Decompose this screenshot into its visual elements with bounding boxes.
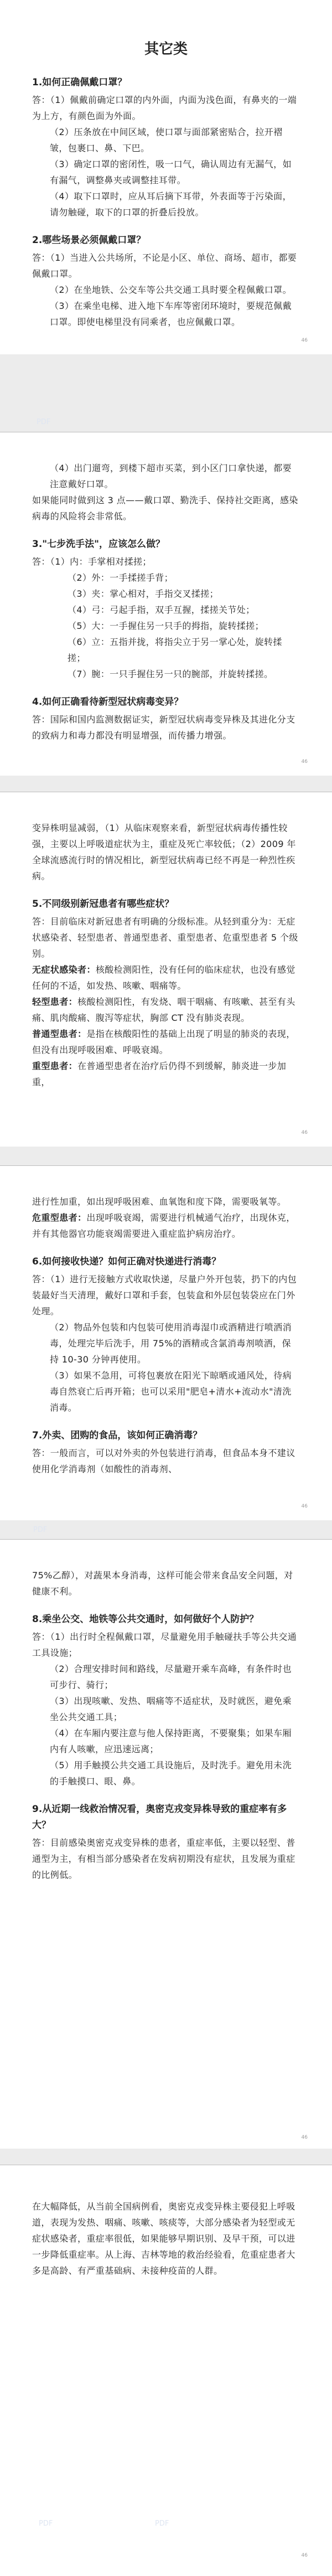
answer-3-step: （3）夹：掌心相对，手指交叉揉搓； (68, 588, 219, 599)
answer-8-para: （5）用手触摸公共交通工具设施后，及时洗手。避免用未洗的手触摸口、眼、鼻。 (50, 1760, 292, 1787)
answer-5-item (32, 1210, 300, 1242)
answer-6-para: 答：（1）进行无接触方式收取快递，尽量户外开包装，扔下的内包装最好当天清理，戴好口罩和手套，包装盒和外层包装袋应在门外处理。 (32, 1274, 297, 1317)
answer-8-para: （3）出现咳嗽、发热、咽痛等不适症状，及时就医，避免乘坐公共交通工具； (50, 1696, 292, 1722)
page-number: 46 (301, 1504, 308, 1509)
question-4: 4.如何正确看待新型冠状病毒变异？ (32, 696, 184, 708)
watermark: PDF (155, 2520, 169, 2528)
answer-7-para: 75%乙醇），对蔬果本身消毒，这样可能会带来食品安全问题，对健康不利。 (32, 1570, 293, 1597)
answer-5-item-text: 核酸检测阳性，没有任何的临床症状，也没有感觉任何的不适，如发热、咳嗽、咽痛等。 (32, 964, 295, 991)
question-6: 6.如何接收快递？如何正确对快递进行消毒？ (32, 1256, 221, 1267)
answer-1-para: （3）确定口罩的密闭性，吸一口气，确认周边有无漏气，如有漏气，调整鼻夹或调整挂耳带。 (50, 159, 292, 185)
question-1: 1.如何正确佩戴口罩？ (32, 77, 127, 88)
answer-5-item-text: 是指在核酸阳性的基础上出现了明显的肺炎的表现，但没有出现呼吸困难、呼吸衰竭。 (32, 1029, 295, 1055)
answer-6-para: （2）物品外包装和内包装可使用消毒湿巾或酒精进行喷洒消毒，处理完毕后洗手，用 75%的酒精或含氯消毒剂喷洒，保持 10-30 分钟再使用。 (50, 1322, 292, 1365)
page-number: 46 (301, 759, 308, 765)
page-title: 其它类 (144, 41, 188, 58)
page-2 (0, 432, 332, 776)
page-3 (0, 792, 332, 1147)
answer-5-item (32, 1026, 300, 1058)
answer-5-item-label: 普通型患者： (32, 1029, 87, 1039)
answer-9-para: 答：目前感染奥密克戎变异株的患者，重症率低，主要以轻型、普通型为主，有相当部分感染者在发病初期没有症状，且发展为重症的比例低。 (32, 1837, 295, 1880)
answer-5-item-label: 重型患者： (32, 1061, 78, 1071)
answer-8-para: （4）在车厢内要注意与他人保持距离，不要聚集；如果车厢内有人咳嗽，应迅速远离； (50, 1728, 292, 1754)
answer-2-para: （4）出门遛弯，到楼下超市买菜，到小区门口拿快递，都要注意戴好口罩。 (50, 463, 292, 489)
answer-5-intro: 答：目前临床对新冠患者有明确的分级标准。从轻到重分为：无症状感染者、轻型患者、普通型患者、重型患者、危重型患者 5 个级别。 (32, 916, 298, 959)
answer-2-para: 如果能同时做到这 3 点——戴口罩、勤洗手、保持社交距离，感染病毒的风险将会非常低。 (32, 495, 298, 522)
answer-8-para: （2）合理安排时间和路线，尽量避开乘车高峰，有条件时也可步行、骑行； (50, 1664, 292, 1690)
answer-3-step: （4）弓：弓起手指，双手互握，揉搓关节处； (68, 605, 255, 615)
answer-3-step: （5）大：一手握住另一只手的拇指，旋转揉搓； (68, 621, 264, 631)
question-3: 3."七步洗手法"，应该怎么做？ (32, 539, 165, 550)
answer-5-item-label: 危重型患者： (32, 1212, 87, 1223)
watermark: PDF (39, 2520, 53, 2528)
question-2: 2.哪些场景必须佩戴口罩？ (32, 235, 146, 246)
answer-3-step: （7）腕：一只手握住另一只的腕部，并旋转揉搓。 (68, 669, 273, 679)
answer-3-step: （6）立：五指并拢，将指尖立于另一掌心处，旋转揉搓； (68, 637, 282, 663)
page-number: 46 (301, 2553, 308, 2558)
answer-1-para: （4）取下口罩时，应从耳后摘下耳带，外表面等于污染面，请勿触碰，取下的口罩的折叠后投放。 (50, 191, 292, 218)
question-9: 9.从近期一线救治情况看，奥密克戎变异株导致的重症率有多大？ (32, 1804, 287, 1831)
answer-5-item (32, 962, 300, 994)
answer-5-item-text: 核酸检测阳性，有发烧、咽干咽痛、有咳嗽、甚至有头痛、肌肉酸痛、腹泻等症状，胸部 CT 没有肺炎表现。 (32, 997, 295, 1023)
answer-4-para: 答：国际和国内监测数据证实，新型冠状病毒变异株及其进化分支的致病力和毒力都没有明显增强，而传播力增强。 (32, 714, 295, 741)
answer-1-para: （2）压条放在中间区域，使口罩与面部紧密贴合，拉开褶皱，包裹口、鼻、下巴。 (50, 127, 283, 153)
answer-5-item-text: 在普通型患者在治疗后仍得不到缓解，肺炎进一步加重， (32, 1061, 287, 1087)
answer-5-item: 进行性加重，如出现呼吸困难、血氧饱和度下降，需要吸氧等。 (32, 1196, 287, 1207)
page-number: 46 (301, 338, 308, 343)
question-7: 7.外卖、团购的食品，该如何正确消毒？ (32, 1430, 203, 1441)
answer-2-para: （2）在坐地铁、公交车等公共交通工具时要全程佩戴口罩。 (50, 285, 292, 295)
answer-5-item-label: 轻型患者： (32, 997, 78, 1007)
answer-6-para: （3）如果不急用，可将包裹放在阳光下晾晒或通风处，待病毒自然衰亡后再开箱；也可以采用"肥皂+清水+流动水"清洗消毒。 (50, 1370, 292, 1413)
answer-3-step: 答：（1）内：手掌相对揉搓； (32, 556, 152, 567)
page-number: 46 (301, 2135, 308, 2140)
page-4 (0, 1166, 332, 1520)
answer-7-para: 答：一般而言，可以对外卖的外包装进行消毒，但食品本身不建议使用化学消毒剂（如酸性的消毒剂、 (32, 1448, 295, 1474)
answer-8-para: 答：（1）出行时全程佩戴口罩，尽量避免用手触碰扶手等公共交通工具设施； (32, 1632, 297, 1658)
answer-5-item-text: 出现呼吸衰竭，需要进行机械通气治疗，出现休克，并有其他器官功能衰竭需要进入重症监护病房治疗。 (32, 1212, 295, 1239)
answer-2-para: 答：（1）当进入公共场所，不论是小区、单位、商场、超市，都要佩戴口罩。 (32, 252, 297, 279)
page-1 (0, 0, 332, 354)
answer-5-item-label: 无症状感染者： (32, 964, 96, 975)
watermark: PDF (37, 418, 51, 426)
page-6 (0, 2165, 332, 2576)
answer-2-para: （3）在乘坐电梯、进入地下车库等密闭环境时，要规范佩戴口罩。即使电梯里没有同乘者，也应佩戴口罩。 (50, 301, 292, 327)
page-5 (0, 1540, 332, 2149)
answer-5-item (32, 1058, 300, 1090)
watermark: PDF (33, 1526, 48, 1534)
page-number: 46 (301, 1130, 308, 1135)
answer-4-para: 变异株明显减弱，（1）从临床观察来看，新型冠状病毒传播性较强，主要以上呼吸道症状为主，重症及死亡率较低；（2）2009 年全球流感流行时的情况相比，新型冠状病毒已经不再是一种烈性疾病。 (32, 823, 296, 881)
answer-1-para: 答：（1）佩戴前确定口罩的内外面，内面为浅色面，有鼻夹的一端为上方，有颜色面为外面。 (32, 95, 297, 121)
question-8: 8.乘坐公交、地铁等公共交通时，如何做好个人防护？ (32, 1614, 259, 1625)
question-5: 5.不同级别新冠患者有哪些症状？ (32, 899, 174, 910)
answer-5-item (32, 994, 300, 1026)
answer-9-para: 在大幅降低，从当前全国病例看，奥密克戎变异株主要侵犯上呼吸道，表现为发热、咽痛、咳嗽、咳痰等，大部分感染者为轻型或无症状感染者，重症率很低，如果能够早期识别、及早干预，可以进一步降低重症率。从上海、吉林等地的救治经验看，危重症患者大多是高龄、有严重基础病、未接种疫苗的人群。 (32, 2201, 295, 2276)
answer-3-step: （2）外：一手揉搓手背； (68, 572, 173, 583)
